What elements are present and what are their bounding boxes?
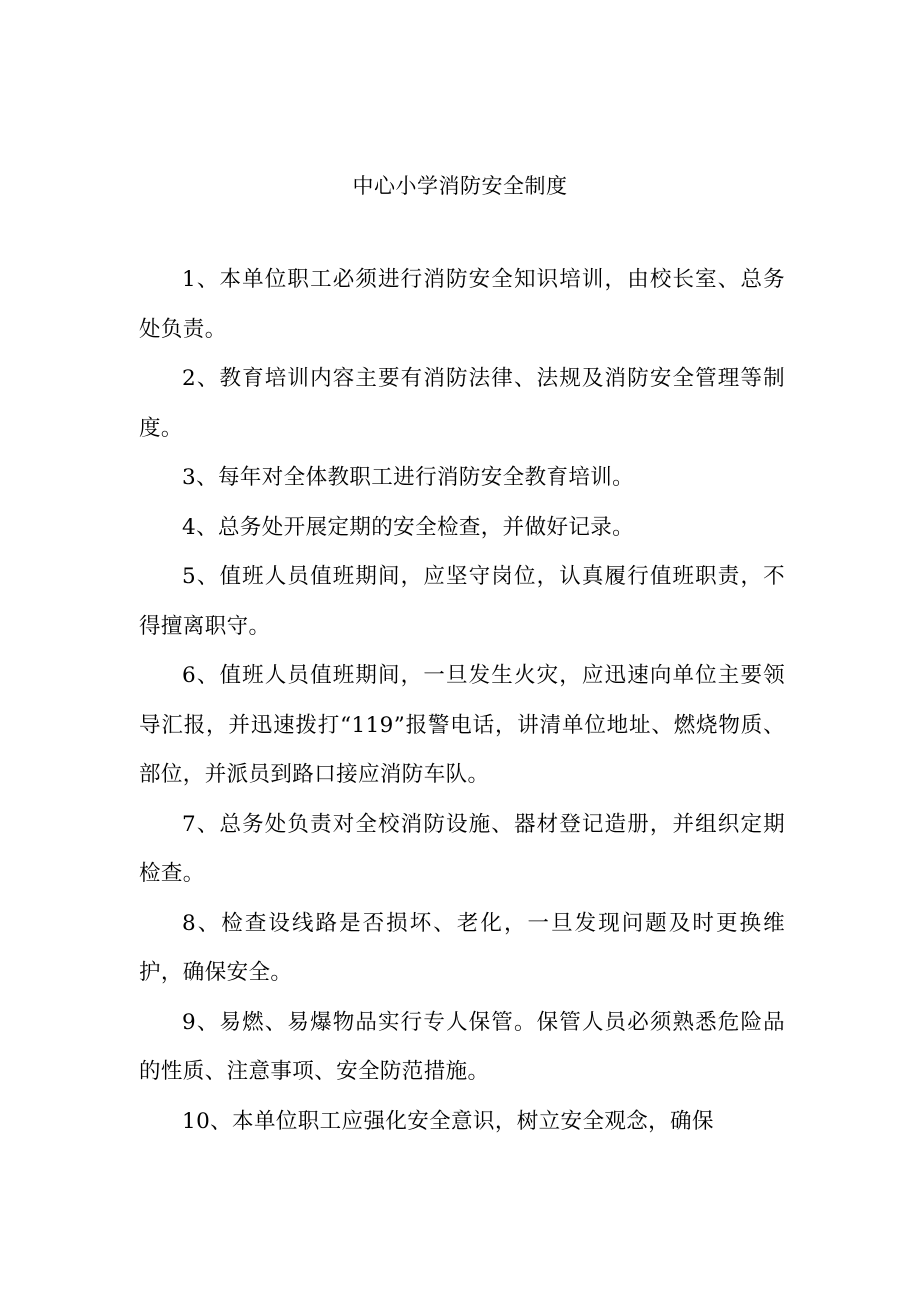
rule-paragraph-8: 8、检查设线路是否损坏、老化，一旦发现问题及时更换维护，确保安全。 — [139, 910, 785, 985]
rule-paragraph-6: 6、值班人员值班期间，一旦发生火灾，应迅速向单位主要领导汇报，并迅速拨打“119”报警电话，讲清单位地址、燃烧物质、部位，并派员到路口接应消防车队。 — [139, 663, 785, 787]
rule-paragraph-4: 4、总务处开展定期的安全检查，并做好记录。 — [182, 514, 635, 540]
rule-paragraph-1: 1、本单位职工必须进行消防安全知识培训，由校长室、总务处负责。 — [139, 267, 785, 342]
document-title: 中心小学消防安全制度 — [352, 174, 568, 198]
rule-paragraph-3: 3、每年对全体教职工进行消防安全教育培训。 — [182, 465, 635, 490]
rule-paragraph-10: 10、本单位职工应强化安全意识，树立安全观念，确保 — [182, 1108, 714, 1134]
rule-paragraph-5: 5、值班人员值班期间，应坚守岗位，认真履行值班职责，不得擅离职守。 — [139, 564, 785, 639]
document-body — [139, 255, 785, 1146]
rule-paragraph-2: 2、教育培训内容主要有消防法律、法规及消防安全管理等制度。 — [139, 366, 785, 441]
rule-paragraph-7: 7、总务处负责对全校消防设施、器材登记造册，并组织定期检查。 — [139, 811, 785, 886]
rule-paragraph-9: 9、易燃、易爆物品实行专人保管。保管人员必须熟悉危险品的性质、注意事项、安全防范措施。 — [139, 1009, 785, 1084]
